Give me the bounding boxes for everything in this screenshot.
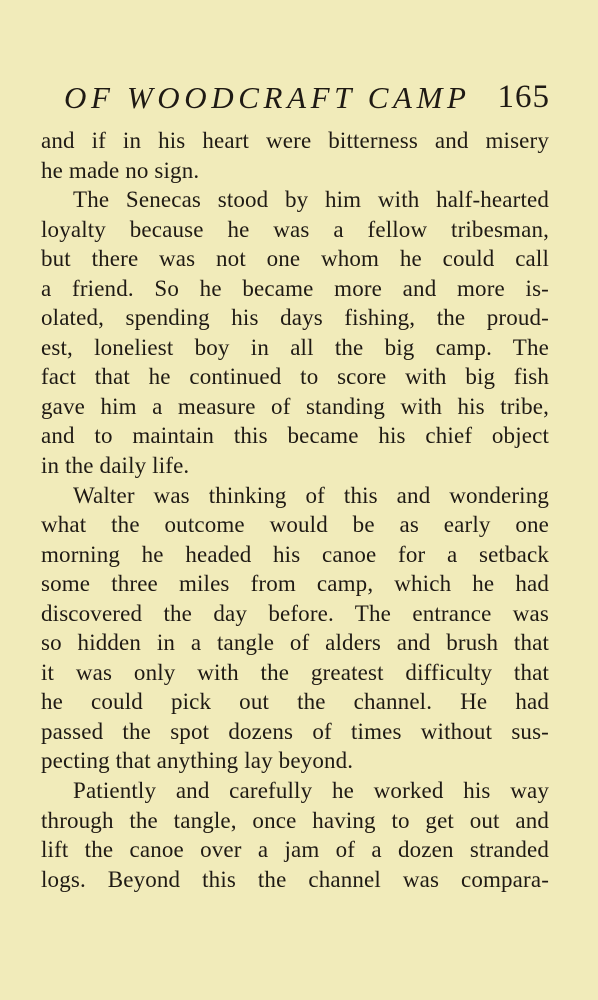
text-line: Patiently and carefully he worked his way (73, 778, 549, 804)
text-line: but there was not one whom he could call (41, 246, 549, 272)
text-line: lift the canoe over a jam of a dozen stranded (41, 837, 549, 863)
text-line: loyalty because he was a fellow tribesman, (41, 216, 549, 242)
text-line: so hidden in a tangle of alders and brush that (41, 630, 549, 656)
text-line: and if in his heart were bitterness and misery (41, 128, 549, 153)
body-text (41, 126, 549, 894)
running-title: OF WOODCRAFT CAMP (64, 80, 471, 115)
text-line: Walter was thinking of this and wondering (73, 482, 549, 508)
page-header (64, 79, 550, 122)
page-number: 165 (497, 79, 550, 115)
text-line: passed the spot dozens of times without sus- (41, 718, 549, 744)
text-line: he made no sign. (41, 157, 200, 183)
text-line: The Senecas stood by him with half-hearted (73, 187, 549, 213)
text-line: it was only with the greatest difficulty that (41, 659, 549, 685)
text-line: olated, spending his days fishing, the proud- (41, 305, 549, 331)
text-line: a friend. So he became more and more is- (41, 275, 549, 301)
text-line: and to maintain this became his chief object (41, 423, 549, 449)
text-line: morning he headed his canoe for a setback (41, 541, 549, 567)
text-line: fact that he continued to score with big fish (41, 364, 549, 390)
text-line: what the outcome would be as early one (41, 512, 549, 538)
text-line: in the daily life. (41, 453, 190, 479)
text-line: he could pick out the channel. He had (41, 689, 549, 715)
text-line: est, loneliest boy in all the big camp. The (41, 334, 549, 360)
text-line: pecting that anything lay beyond. (41, 748, 354, 774)
text-line: some three miles from camp, which he had (41, 571, 549, 597)
text-line: through the tangle, once having to get out and (41, 807, 549, 833)
text-line: gave him a measure of standing with his tribe, (41, 393, 549, 419)
text-line: discovered the day before. The entrance was (41, 600, 549, 626)
text-line: logs. Beyond this the channel was compara- (41, 866, 549, 892)
